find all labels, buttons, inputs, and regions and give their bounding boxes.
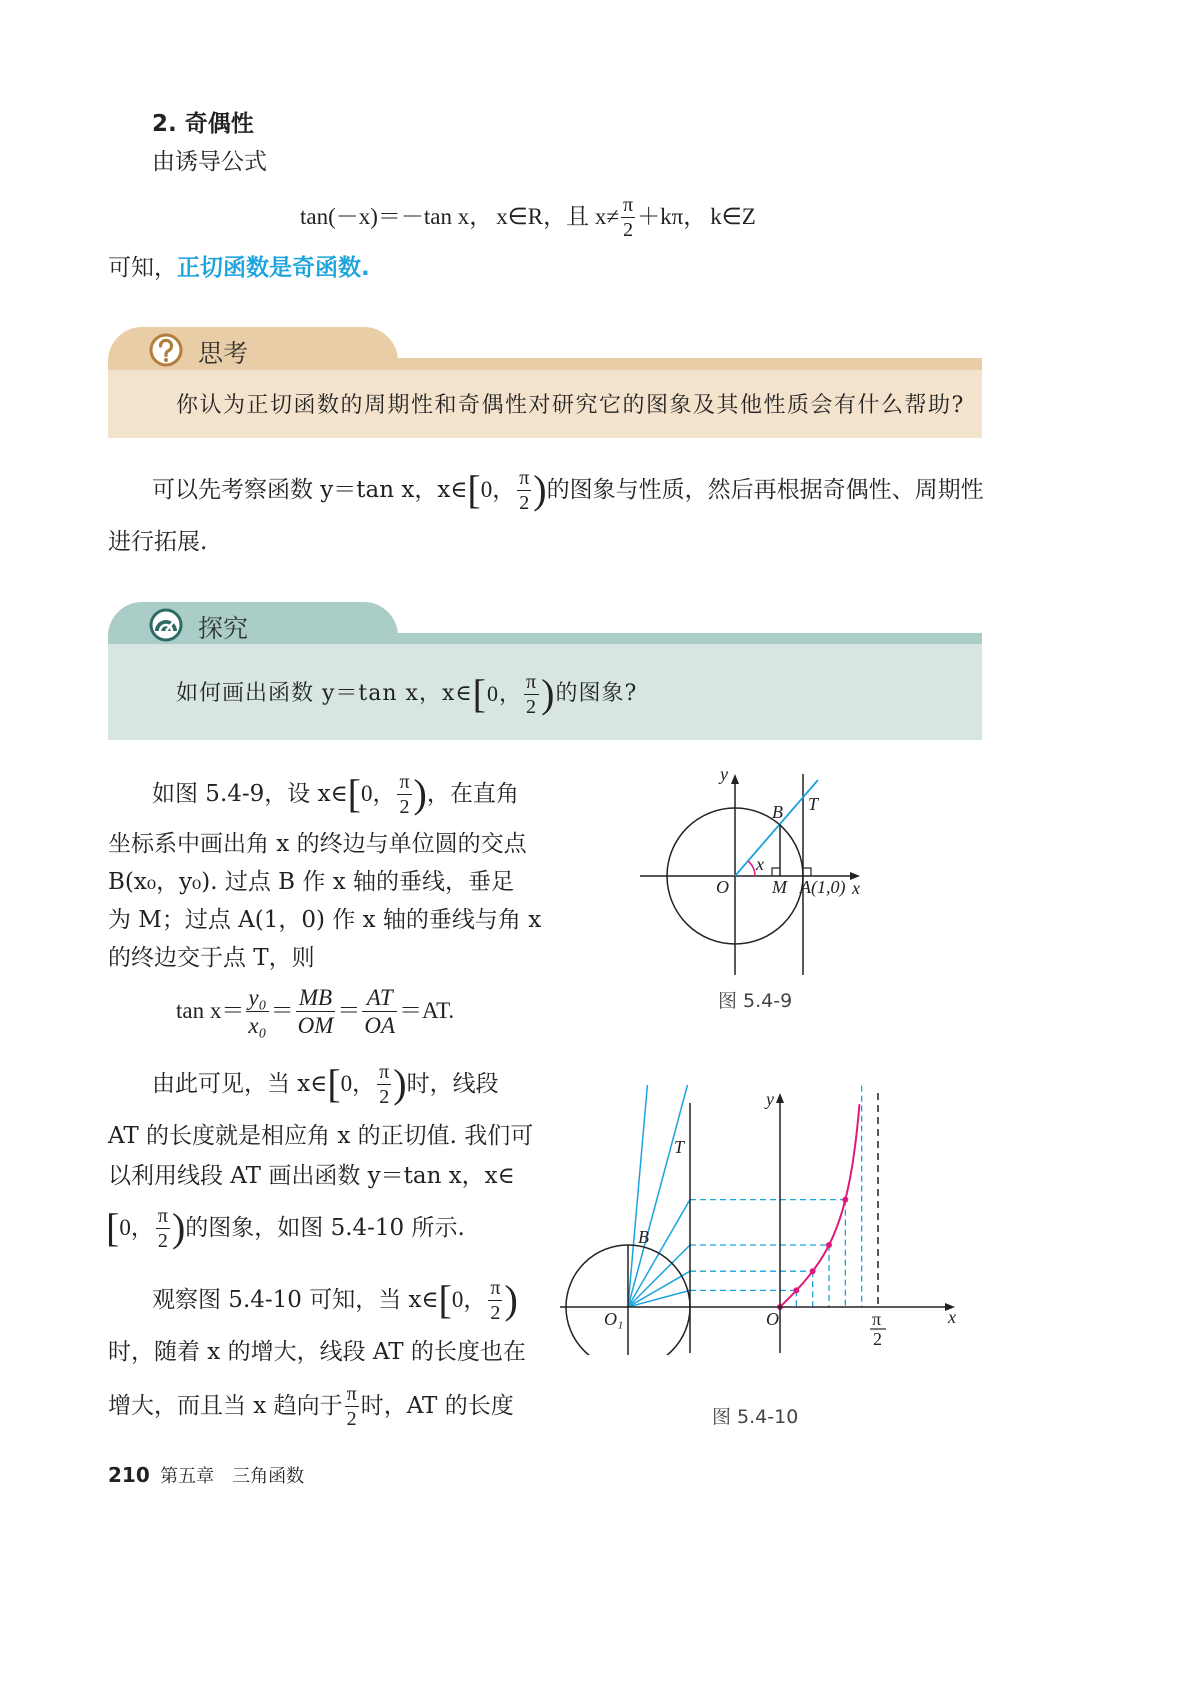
explore-box-question [176,670,637,718]
label-angle-x: x [756,854,764,874]
question-mark-icon [148,332,184,368]
explore-pi: π [526,670,538,693]
p3-line1-a: 观察图 5.4-10 可知，当 x∈ [152,1287,439,1313]
label-b: B [638,1227,649,1247]
p2-fraction [377,1062,391,1107]
eq-fraction-mb-om [296,986,336,1037]
paren-close: ) [171,1205,186,1250]
answer-line1-a: 可以先考察函数 y＝tan x，x∈ [152,477,468,503]
p1-two: 2 [399,795,410,818]
p3-line-2: 时，随着 x 的增大，线段 AT 的长度也在 [108,1339,526,1365]
answer-line-1 [152,466,984,514]
eq-f2-den: OM [297,1012,334,1038]
p2-line-4 [106,1204,465,1252]
answer-two: 2 [519,491,530,514]
formula-cond-b: ＋kπ， [637,204,707,229]
eq-f3-num: AT [362,986,397,1012]
p1-line-4: 为 M；过点 A(1，0) 作 x 轴的垂线与角 x [108,907,542,933]
p3-two: 2 [490,1301,501,1324]
paren-close: ) [504,1277,518,1322]
label-o: O [766,1309,779,1329]
y-axis-arrow [731,774,739,784]
interval-start: 0， [340,1071,376,1096]
bracket-open: [ [106,1205,120,1250]
right-angle-a [803,868,811,876]
answer-line-2: 进行拓展. [108,529,208,555]
figure-5-4-10 [560,1085,970,1355]
paren-close: ) [393,1061,407,1106]
paren-close: ) [413,771,427,816]
explore-icon [148,607,184,643]
bracket-open: [ [327,1061,341,1106]
construction-lines [628,1085,873,1310]
label-a: A(1,0) [800,877,846,897]
figure-5-4-9 [640,760,880,980]
explore-fraction [524,672,539,717]
page-number: 210 [108,1463,150,1487]
conclusion-line [108,252,370,284]
eq-equals: ＝ [270,998,294,1023]
explore-question-a: 如何画出函数 y＝tan x，x∈ [176,681,473,706]
p1-line1-a: 如图 5.4-9，设 x∈ [152,781,348,807]
p3-line-1 [152,1276,518,1324]
figure-5-4-9-caption: 图 5.4-9 [718,990,793,1012]
explore-two: 2 [526,695,538,718]
formula-two: 2 [623,218,634,241]
label-b: B [772,802,783,822]
p1-fraction [397,772,411,817]
odd-function-formula [300,194,756,240]
tangent-curve [780,1104,860,1307]
eq-fraction-y0-x0 [246,986,268,1037]
formula-pi: π [623,193,634,216]
p1-line-5: 的终边交于点 T，则 [108,945,315,971]
bracket-open: [ [472,671,487,716]
eq-f2-num: MB [296,986,336,1012]
formula-fraction [621,195,635,240]
p2-line-3: 以利用线段 AT 画出函数 y＝tan x，x∈ [108,1163,515,1189]
p1-line-3: B(x₀，y₀). 过点 B 作 x 轴的垂线，垂足 [108,869,514,895]
terminal-ray [735,780,818,876]
p1-pi: π [399,770,410,793]
p3-line3-b: 时，AT 的长度 [360,1393,514,1419]
conclusion-highlight: 正切函数是奇函数. [177,255,370,281]
interval-start: 0， [119,1215,154,1240]
think-box-title: 思考 [198,339,249,368]
interval-start: 0， [360,781,396,806]
p1-line1-b: ，在直角 [426,781,519,807]
p1-line-2: 坐标系中画出角 x 的终边与单位圆的交点 [108,831,527,857]
angle-arc [748,861,755,876]
section-heading: 2. 奇偶性 [152,111,254,137]
p3-line-3 [108,1382,514,1430]
p3-line3-pi: π [346,1382,357,1405]
p1-line-1 [152,770,519,818]
p2-line-1 [152,1060,499,1108]
bracket-open: [ [467,467,481,512]
interval-start: 0， [480,477,516,502]
eq-lhs: tan x＝ [176,998,245,1023]
right-angle-m [772,868,780,876]
interval-start: 0， [451,1287,487,1312]
formula-left: tan(－x)＝－tan x， [300,204,493,229]
p2-line1-a: 由此可见，当 x∈ [152,1071,328,1097]
eq-f3-den: OA [364,1012,396,1038]
tangent-equation [176,984,454,1038]
label-o: O [716,877,729,897]
label-pi: π [872,1309,882,1329]
page-footer [108,1462,304,1488]
formula-cond-a: 且 x≠ [566,204,620,229]
p3-fraction [488,1278,502,1323]
eq-f1-num: y₀ [248,984,267,1010]
answer-fraction [517,468,531,513]
answer-pi: π [519,466,530,489]
eq-rhs: ＝AT. [399,998,455,1023]
p3-pi: π [490,1276,501,1299]
p2-pi: π [379,1060,390,1083]
p2-two: 2 [379,1085,390,1108]
bracket-open: [ [347,771,361,816]
explore-question-b: 的图象? [555,681,638,706]
label-two: 2 [873,1329,882,1349]
p2-line4-pi: π [157,1204,168,1227]
figure-5-4-10-caption: 图 5.4-10 [712,1406,799,1428]
p3-line3-fraction [345,1384,359,1429]
formula-k-in-Z: k∈Z [710,204,756,229]
answer-line1-b: 的图象与性质，然后再根据奇偶性、周期性 [546,477,984,503]
eq-equals: ＝ [337,998,361,1023]
paren-close: ) [533,467,547,512]
p2-line-2: AT 的长度就是相应角 x 的正切值. 我们可 [108,1123,534,1149]
p3-line3-two: 2 [346,1407,357,1430]
interval-start: 0， [486,681,522,706]
conclusion-prefix: 可知， [108,255,177,281]
label-o1: O₁ [604,1309,624,1329]
p2-line4-fraction [156,1206,170,1251]
eq-fraction-at-oa [362,986,397,1037]
eq-f1-den: x₀ [248,1012,267,1038]
label-y: y [720,764,728,784]
y-axis-arrow [776,1093,784,1103]
label-t: T [674,1137,685,1157]
label-m: M [772,877,787,897]
paren-close: ) [541,671,556,716]
intro-text: 由诱导公式 [152,149,267,175]
explore-box-title: 探究 [198,614,249,643]
bracket-open: [ [438,1277,452,1322]
p3-line3-a: 增大，而且当 x 趋向于 [108,1393,343,1419]
label-y: y [766,1089,774,1109]
label-x: x [948,1307,956,1327]
p2-line4-b: 的图象，如图 5.4-10 所示. [185,1215,465,1241]
label-x: x [852,878,860,898]
chapter-title: 第五章 三角函数 [160,1466,305,1487]
label-t: T [808,794,819,814]
formula-x-in-R: x∈R， [496,204,567,229]
p2-line4-two: 2 [157,1229,168,1252]
think-box-question: 你认为正切函数的周期性和奇偶性对研究它的图象及其他性质会有什么帮助? [176,393,965,418]
p2-line1-b: 时，线段 [406,1071,499,1097]
